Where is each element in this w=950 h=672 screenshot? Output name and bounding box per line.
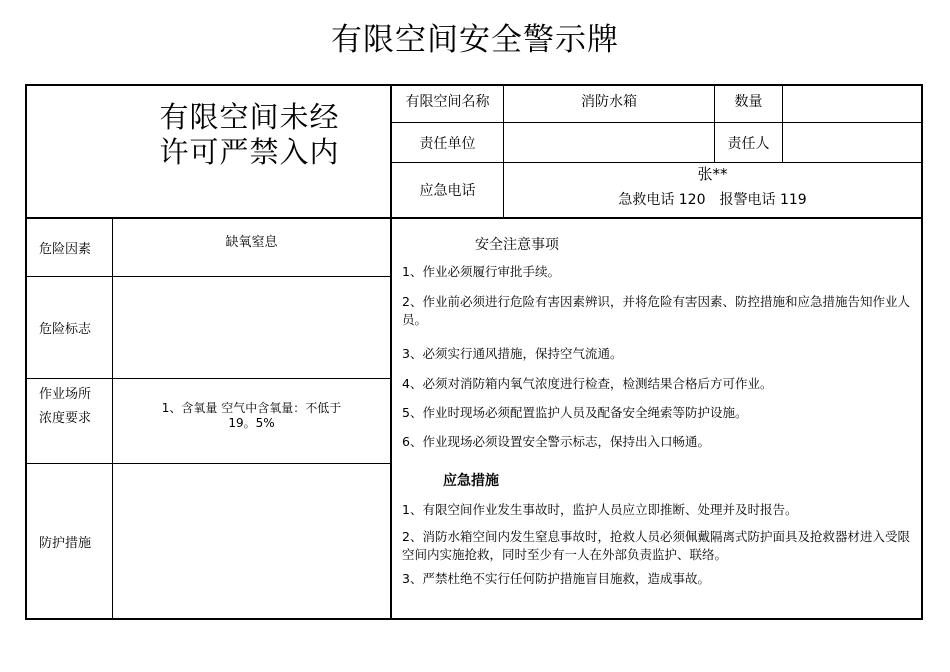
concentration-value (113, 379, 390, 463)
safety-item-4: 4、必须对消防箱内氧气浓度进行检查，检测结果合格后方可作业。 (402, 376, 773, 391)
warning-line-1: 有限空间未经 (159, 100, 340, 134)
safety-item-6: 6、作业现场必须设置安全警示标志，保持出入口畅通。 (402, 434, 710, 449)
unit-label: 责任单位 (419, 135, 476, 152)
danger-sign-value (113, 277, 390, 378)
emergency-item-3: 3、严禁杜绝不实行任何防护措施盲目施救，造成事故。 (402, 571, 710, 586)
hazard-value: 缺氧窒息 (225, 234, 278, 250)
phone-numbers: 急救电话 120 报警电话 119 (618, 192, 807, 208)
concentration-label (27, 379, 112, 463)
person-value (783, 123, 921, 162)
concentration-label-1: 作业场所 (39, 387, 92, 402)
emergency-item-2: 2、消防水箱空间内发生窒息事故时，抢救人员必须佩戴隔离式防护面具及抢救器材进入受限空间内实施抢救，同时至少有一人在外部负责监护、联络。 (402, 529, 910, 562)
protection-label: 防护措施 (39, 535, 92, 551)
unit-value (504, 123, 714, 162)
warning-sign-table (25, 84, 923, 620)
concentration-value-2: 19。5% (228, 416, 275, 430)
safety-item-5: 5、作业时现场必须配置监护人员及配备安全绳索等防护设施。 (402, 405, 748, 420)
person-label: 责任人 (727, 135, 770, 152)
phone-label: 应急电话 (419, 183, 476, 199)
warning-text (122, 100, 377, 170)
hazard-label: 危险因素 (39, 241, 92, 257)
danger-sign-label: 危险标志 (39, 322, 92, 337)
qty-value (783, 86, 921, 122)
safety-item-1: 1、作业必须履行审批手续。 (402, 264, 560, 279)
protection-value (113, 464, 390, 618)
emergency-item-1: 1、有限空间作业发生事故时，监护人员应立即推断、处理并及时报告。 (402, 502, 798, 517)
safety-item-3: 3、必须实行通风措施，保持空气流通。 (402, 346, 623, 361)
name-label: 有限空间名称 (405, 94, 490, 110)
qty-label: 数量 (734, 94, 763, 110)
phone-contact: 张** (697, 165, 728, 183)
page-title: 有限空间安全警示牌 (331, 22, 619, 58)
phone-value (504, 163, 921, 217)
concentration-label-2: 浓度要求 (39, 411, 92, 426)
emergency-heading: 应急措施 (443, 473, 499, 489)
safety-heading: 安全注意事项 (475, 237, 559, 253)
name-value: 消防水箱 (581, 94, 637, 110)
safety-item-2: 2、作业前必须进行危险有害因素辨识，并将危险有害因素、防控措施和应急措施告知作业人员。 (402, 294, 910, 327)
concentration-value-1: 1、含氧量 空气中含氧量：不低于 (161, 401, 342, 415)
warning-line-2: 许可严禁入内 (159, 135, 340, 169)
